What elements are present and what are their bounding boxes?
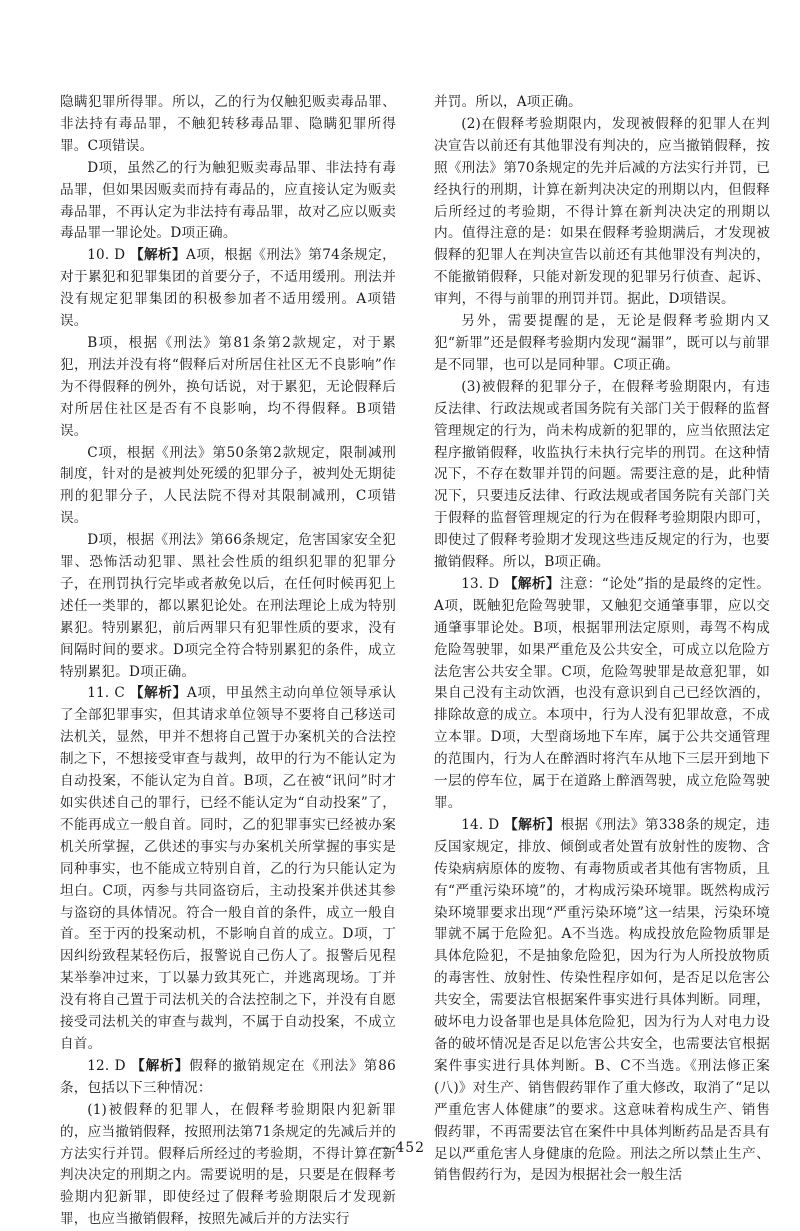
right-paragraph xyxy=(434,377,770,574)
analysis-label: 【解析】 xyxy=(504,816,561,833)
paragraph-text: B项，根据《刑法》第81条第2款规定，对于累犯，刑法并没有将“假释后对所居住社区无不良影响”作为不得假释的例外，换句话说，对于累犯，无论假释后对所居住社区是否有不良影响，均不得假释。B项错误。 xyxy=(60,334,396,439)
analysis-label: 【解析】 xyxy=(131,1057,190,1074)
analysis-label: 【解析】 xyxy=(503,575,560,592)
right-paragraph-continued xyxy=(434,92,770,114)
paragraph-text: (2)在假释考验期限内，发现被假释的犯罪人在判决宣告以前还有其他罪没有判决的，应当撤销假释，按照《刑法》第70条规定的先并后减的方法实行并罚，已经执行的刑期，计算在新判决决定的刑期以内，但假释后所经过的考验期，不得计算在新判决决定的刑期以内。值得注意的是：如果在假释考验期满后，才发现被假释的犯罪人在判决宣告以前还有其他罪没有判决的，不能撤销假释，只能对新发现的犯罪另行侦查、起诉、审判，不得与前罪的刑罚并罚。据此，D项错误。 xyxy=(434,115,770,308)
analysis-label: 【解析】 xyxy=(129,685,187,702)
left-answer-paragraph xyxy=(60,683,396,1055)
paragraph-text: A项，甲虽然主动向单位领导承认了全部犯罪事实，但其请求单位领导不要将自己移送司法机关，显然，甲并不想将自己置于办案机关的合法控制之下，不想接受审查与裁判，故甲的行为不能认定为自动投案，不能认定为自首。B项，乙在被“讯问”时才如实供述自己的罪行，已经不能认定为“自动投案”了，不能再成立一般自首。同时，乙的犯罪事实已经被办案机关所掌握，乙供述的事实与办案机关所掌握的事实是同种事实，也不能成立特别自首，乙的行为只能认定为坦白。C项，丙参与共同盗窃后，主动投案并供述其参与盗窃的具体情况。符合一般自首的条件，成立一般自首。至于丙的投案动机，不影响自首的成立。D项，丁因纠纷致程某轻伤后，报警说自己伤人了。报警后见程某举拳冲过来，丁以暴力致其死亡，并逃离现场。丁并没有将自己置于司法机关的合法控制之下，并没有自愿接受司法机关的审查与裁判，不属于自动投案，不成立自首。 xyxy=(60,685,396,1052)
right-answer-paragraph xyxy=(434,815,770,1187)
right-paragraph xyxy=(434,311,770,377)
left-answer-paragraph xyxy=(60,1056,396,1100)
answer-number: 13. D xyxy=(461,575,500,592)
paragraph-text: D项，根据《刑法》第66条规定，危害国家安全犯罪、恐怖活动犯罪、黑社会性质的组织犯罪的犯罪分子，在刑罚执行完毕或者赦免以后，在任何时候再犯上述任一类罪的，都以累犯论处。在刑法理论上成为特别累犯。特别累犯，前后两罪只有犯罪性质的要求，没有间隔时间的要求。D项完全符合特别累犯的条件，成立特别累犯。D项正确。 xyxy=(60,532,396,680)
paragraph-text: D项，虽然乙的行为触犯贩卖毒品罪、非法持有毒品罪，但如果因贩卖而持有毒品的，应直接认定为贩卖毒品罪，不再认定为非法持有毒品罪，故对乙应以贩卖毒品罪一罪论处。D项正确。 xyxy=(60,159,396,242)
left-paragraph xyxy=(60,1100,396,1231)
paragraph-text: 另外，需要提醒的是，无论是假释考验期内又犯“新罪”还是假释考验期内发现“漏罪”，既可以与前罪是不同罪，也可以是同种罪。C项正确。 xyxy=(434,313,770,373)
answer-number: 11. C xyxy=(87,685,125,702)
left-paragraph xyxy=(60,158,396,246)
answer-number: 14. D xyxy=(461,816,500,833)
paragraph-text: 并罚。所以，A项正确。 xyxy=(434,94,582,110)
left-paragraph xyxy=(60,333,396,443)
answer-number: 12. D xyxy=(87,1057,126,1074)
right-paragraph xyxy=(434,114,770,311)
right-answer-paragraph xyxy=(434,574,770,815)
text-columns xyxy=(60,92,770,1231)
paragraph-text: 假释的撤销规定在《刑法》第86条，包括以下三种情况： xyxy=(60,1057,396,1096)
page-number: — 452 xyxy=(374,1140,426,1156)
paragraph-text: C项，根据《刑法》第50条第2款规定，限制减刑制度，针对的是被判处死缓的犯罪分子，被判处无期徒刑的犯罪分子，人民法院不得对其限制减刑，C项错误。 xyxy=(60,444,396,527)
left-column xyxy=(60,92,396,1231)
paragraph-text: A项，根据《刑法》第74条规定，对于累犯和犯罪集团的首要分子，不适用缓刑。刑法并没有规定犯罪集团的积极参加者不适用缓刑。A项错误。 xyxy=(60,247,396,330)
analysis-label: 【解析】 xyxy=(129,247,186,264)
paragraph-text: 注意：“论处”指的是最终的定性。A项，既触犯危险驾驶罪，又触犯交通肇事罪，应以交通肇事罪论处。B项，根据罪刑法定原则，毒驾不构成危险驾驶罪，如果严重危及公共安全，可成立以危险方法危害公共安全罪。C项，危险驾驶罪是故意犯罪，如果自己没有主动饮酒，也没有意识到自己已经饮酒的，排除故意的成立。本项中，行为人没有犯罪故意，不成立本罪。D项，大型商场地下车库，属于公共交通管理的范围内，行为人在醉酒时将汽车从地下三层开到地下一层的停车位，属于在道路上醉酒驾驶，成立危险驾驶罪。 xyxy=(434,575,770,811)
right-column xyxy=(434,92,770,1187)
left-answer-paragraph xyxy=(60,245,396,333)
answer-number: 10. D xyxy=(87,247,126,264)
left-paragraph-continued xyxy=(60,92,396,158)
paragraph-text: (1)被假释的犯罪人，在假释考验期限内犯新罪的，应当撤销假释，按照刑法第71条规定的先减后并的方法实行并罚。假释后所经过的考验期，不得计算在新判决决定的刑期之内。需要说明的是，只要是在假释考验期内犯新罪，即使经过了假释考验期限后才发现新罪，也应当撤销假释，按照先减后并的方法实行 xyxy=(60,1101,396,1228)
paragraph-text: 隐瞒犯罪所得罪。所以，乙的行为仅触犯贩卖毒品罪、非法持有毒品罪，不触犯转移毒品罪、隐瞒犯罪所得罪。C项错误。 xyxy=(60,94,396,154)
left-paragraph xyxy=(60,443,396,531)
left-paragraph xyxy=(60,530,396,683)
paragraph-text: 根据《刑法》第338条的规定，违反国家规定，排放、倾倒或者处置有放射性的废物、含传染病病原体的废物、有毒物质或者其他有害物质，且有“严重污染环境”的，才构成污染环境罪。既然构成污染环境罪要求出现“严重污染环境”这一结果，污染环境罪就不属于危险犯。A不当选。构成投放危险物质罪是具体危险犯，不是抽象危险犯，因为行为人所投放物质的毒害性、放射性、传染性程序如何，是否足以危害公共安全，需要法官根据案件事实进行具体判断。同理，破坏电力设备罪也是具体危险犯，因为行为人对电力设备的破坏情况是否足以危害公共安全，也需要法官根据案件事实进行具体判断。B、C不当选。《刑法修正案(八)》对生产、销售假药罪作了重大修改，取消了“足以严重危害人体健康”的要求。这意味着构成生产、销售假药罪，不再需要法官在案件中具体判断药品是否具有足以严重危害人身健康的危险。刑法之所以禁止生产、销售假药行为，是因为根据社会一般生活 xyxy=(434,816,770,1184)
paragraph-text: (3)被假释的犯罪分子，在假释考验期限内，有违反法律、行政法规或者国务院有关部门关于假释的监督管理规定的行为，尚未构成新的犯罪的，应当依照法定程序撤销假释，收监执行未执行完毕的刑罚。在这种情况下，不存在数罪并罚的问题。需要注意的是，此种情况下，只要违反法律、行政法规或者国务院有关部门关于假释的监督管理规定的行为在假释考验期限内即可，即使过了假释考验期才发现这些违反规定的行为，也要撤销假释。所以，B项正确。 xyxy=(434,378,770,571)
